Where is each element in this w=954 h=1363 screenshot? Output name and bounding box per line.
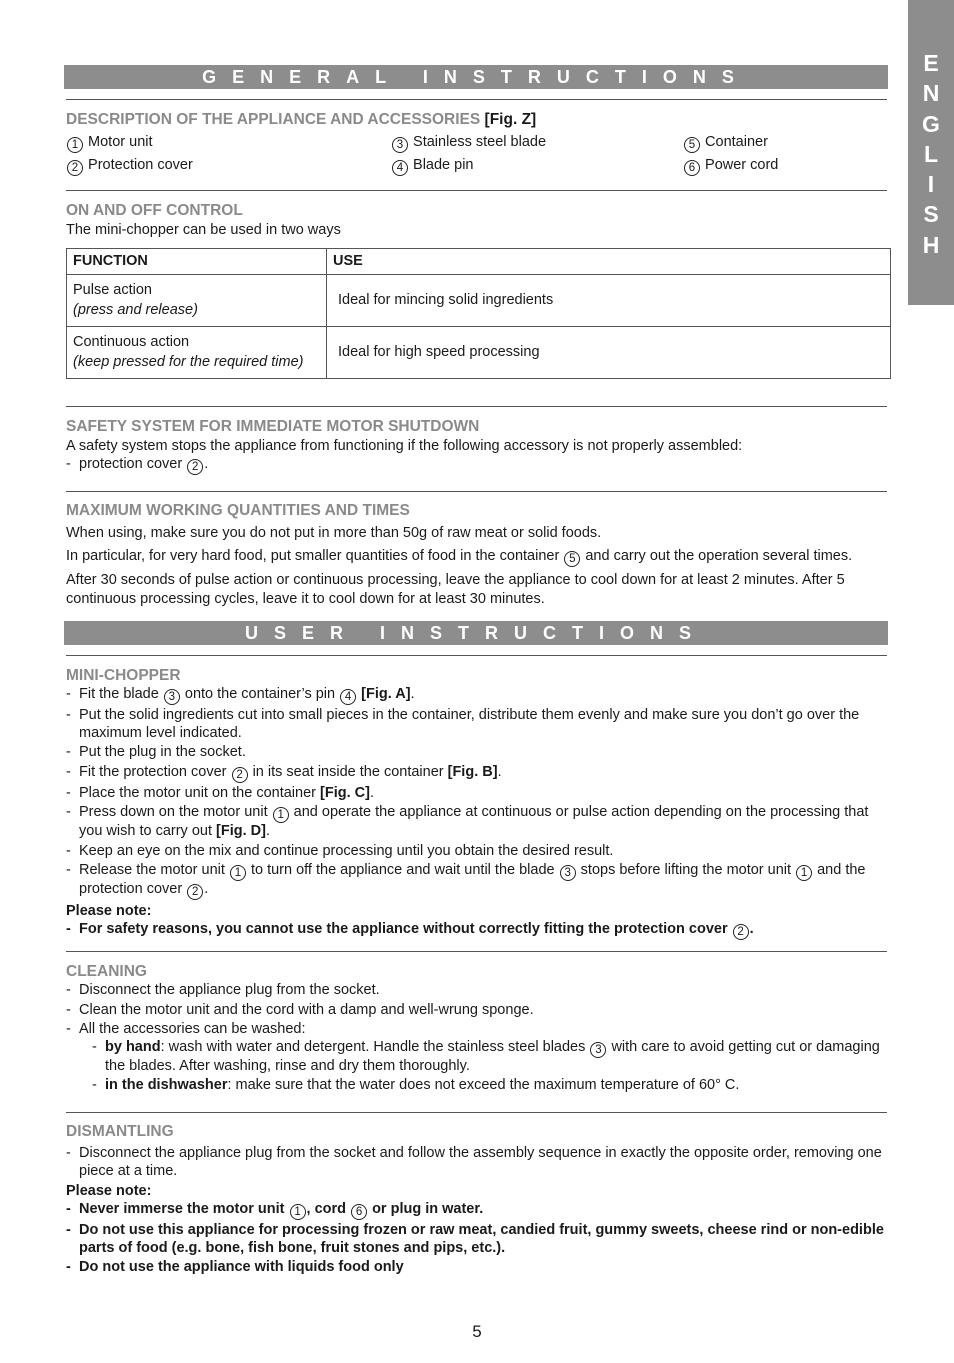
max-quantities-section — [66, 501, 887, 609]
col-use: USE — [327, 249, 891, 275]
on-off-intro: The mini-chopper can be used in two ways — [66, 222, 341, 238]
divider — [66, 99, 887, 100]
list-item: - Put the plug in the socket. — [66, 744, 887, 762]
note-list — [66, 921, 887, 940]
use-cell: Ideal for mincing solid ingredients — [327, 274, 891, 326]
list-item: - Do not use this appliance for processing frozen or raw meat, candied fruit, gummy sweets, cheese rind or non-edible parts of food (e.g. bone, fish bone, fruit stones and pips, etc.). — [66, 1222, 887, 1257]
list-item: - by hand: wash with water and detergent. Handle the stainless steel blades 3 with care to avoid getting cut or damaging the blades. After washing, rinse and dry them thoroughly. — [92, 1039, 887, 1076]
lang-letter: L — [923, 140, 939, 167]
lang-letter: N — [922, 80, 940, 107]
function-cell: Pulse action (press and release) — [67, 274, 327, 326]
note-label: Please note: — [66, 1183, 152, 1199]
table-row — [67, 274, 891, 326]
user-instructions-banner: USER INSTRUCTIONS — [64, 621, 888, 645]
divider — [66, 655, 887, 656]
section-heading: DESCRIPTION OF THE APPLIANCE AND ACCESSORIES [Fig. Z] — [66, 111, 537, 128]
cleaning-list — [66, 982, 887, 1095]
list-item: - Release the motor unit 1 to turn off the appliance and wait until the blade 3 stops before lifting the motor unit 1 and the protection cover 2 . — [66, 862, 887, 900]
on-off-section — [66, 201, 887, 379]
divider — [66, 491, 887, 492]
table-header-row — [67, 249, 891, 275]
lang-letter: S — [923, 201, 939, 228]
list-item: - in the dishwasher: make sure that the water does not exceed the maximum temperature of 60° C. — [92, 1077, 887, 1095]
note-list — [66, 1201, 887, 1277]
list-item: - Press down on the motor unit 1 and operate the appliance at continuous or pulse action depending on the processing that you wish to carry out [Fig. D]. — [66, 804, 887, 841]
divider — [66, 190, 887, 191]
list-item: - Place the motor unit on the container [Fig. C]. — [66, 785, 887, 803]
accessory-item: 6 Power cord — [683, 156, 883, 176]
function-table — [66, 248, 891, 379]
accessory-item: 3 Stainless steel blade — [391, 133, 683, 153]
lang-letter: G — [922, 110, 940, 137]
steps-list — [66, 686, 887, 900]
list-item: - Do not use the appliance with liquids food only — [66, 1259, 887, 1277]
paragraph: When using, make sure you do not put in more than 50g of raw meat or solid foods. — [66, 525, 602, 541]
lang-letter: I — [927, 171, 935, 198]
section-heading: SAFETY SYSTEM FOR IMMEDIATE MOTOR SHUTDOWN — [66, 418, 480, 435]
general-instructions-banner: GENERAL INSTRUCTIONS — [64, 65, 888, 89]
divider — [66, 1112, 887, 1113]
language-tab — [908, 0, 954, 305]
divider — [66, 951, 887, 952]
section-heading: MAXIMUM WORKING QUANTITIES AND TIMES — [66, 502, 410, 519]
paragraph: After 30 seconds of pulse action or continuous processing, leave the appliance to cool down for at least 2 minutes. After 5 continuous processing cycles, leave it to cool down for at least 30 minutes. — [66, 572, 845, 607]
lang-letter: H — [922, 231, 940, 258]
accessory-item: 2 Protection cover — [66, 156, 391, 176]
list-item: - Disconnect the appliance plug from the socket and follow the assembly sequence in exactly the opposite order, removing one piece at a time. — [66, 1145, 887, 1180]
section-heading: CLEANING — [66, 963, 147, 980]
note-label: Please note: — [66, 903, 152, 919]
section-heading: DISMANTLING — [66, 1123, 174, 1140]
list-item: - Fit the protection cover 2 in its seat inside the container [Fig. B]. — [66, 764, 887, 783]
list-item: - For safety reasons, you cannot use the appliance without correctly fitting the protection cover 2 . — [66, 921, 887, 940]
page-number: 5 — [472, 1322, 482, 1341]
accessory-list — [66, 133, 887, 176]
list-item: - protection cover 2 . — [66, 456, 887, 475]
safety-text: A safety system stops the appliance from functioning if the following accessory is not properly assembled: — [66, 438, 743, 454]
list-item: - Put the solid ingredients cut into small pieces in the container, distribute them evenly and make sure you don’t go over the maximum level indicated. — [66, 707, 887, 742]
cleaning-section — [66, 962, 887, 1097]
divider — [66, 406, 887, 407]
dismantling-list — [66, 1145, 887, 1180]
list-item: - Disconnect the appliance plug from the socket. — [66, 982, 887, 1000]
accessory-item: 1 Motor unit — [66, 133, 391, 153]
section-heading: MINI-CHOPPER — [66, 667, 181, 684]
col-function: FUNCTION — [67, 249, 327, 275]
accessory-item: 5 Container — [683, 133, 883, 153]
use-cell: Ideal for high speed processing — [327, 326, 891, 378]
dismantling-section — [66, 1122, 887, 1279]
table-row — [67, 326, 891, 378]
mini-chopper-section — [66, 666, 887, 942]
list-item: - Never immerse the motor unit 1 , cord 6 or plug in water. — [66, 1201, 887, 1220]
paragraph: In particular, for very hard food, put smaller quantities of food in the container 5 and carry out the operation several times. — [66, 548, 853, 565]
section-heading: ON AND OFF CONTROL — [66, 202, 243, 219]
safety-section — [66, 417, 887, 477]
list-item: - All the accessories can be washed: - by hand: wash with water and detergent. Handle the stainless steel blades 3 with care to avoid getting cut or damaging the blades. After washing, rinse and dry them thoroughly. - in the dishwasher: make sure that the water does not exceed the maximum temperature of 60° C. — [66, 1021, 887, 1095]
description-section — [66, 110, 887, 176]
lang-letter: E — [923, 50, 939, 76]
list-item: - Keep an eye on the mix and continue processing until you obtain the desired result. — [66, 843, 887, 861]
accessory-item: 4 Blade pin — [391, 156, 683, 176]
function-cell: Continuous action (keep pressed for the required time) — [67, 326, 327, 378]
list-item: - Fit the blade 3 onto the container’s pin 4 [Fig. A]. — [66, 686, 887, 705]
sub-list — [92, 1039, 887, 1095]
list-item: - Clean the motor unit and the cord with a damp and well-wrung sponge. — [66, 1002, 887, 1020]
safety-list — [66, 456, 887, 475]
